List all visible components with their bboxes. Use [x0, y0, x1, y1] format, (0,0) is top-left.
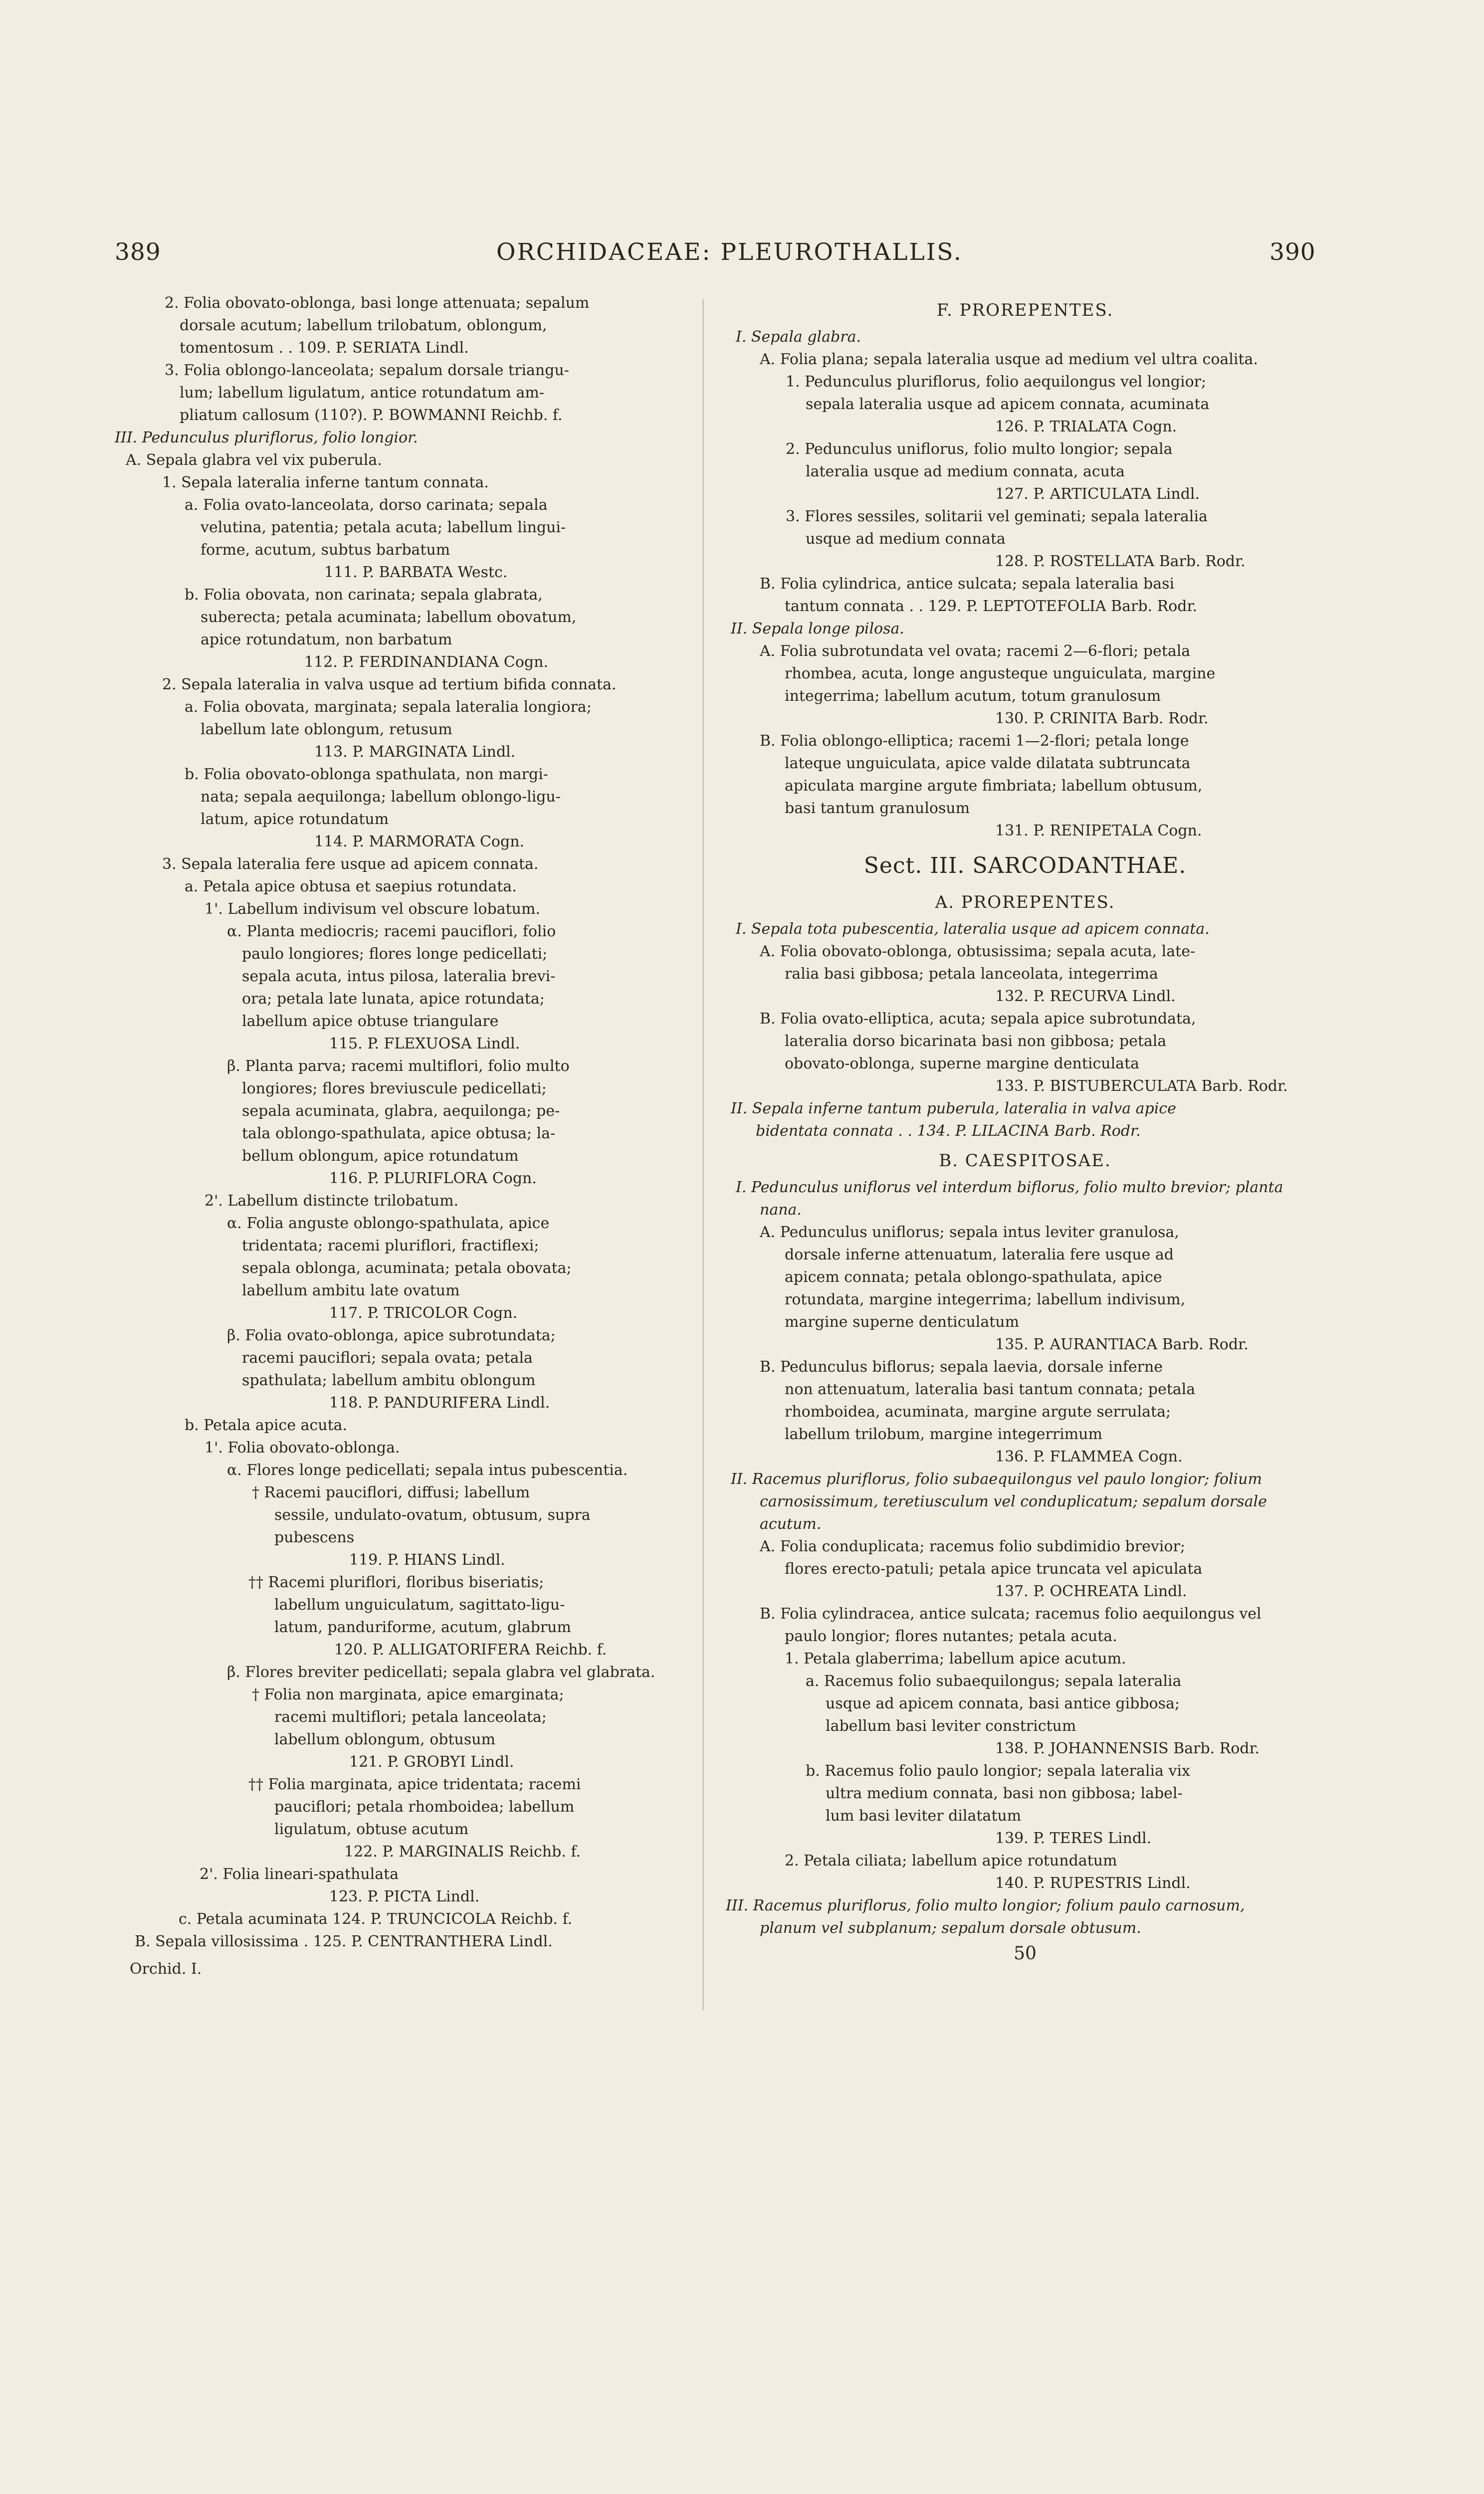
text-line: 1'. Folia obovato-oblonga.	[205, 1439, 400, 1456]
text-line: suberecta; petala acuminata; labellum obovatum,	[201, 609, 577, 626]
text-line: a. Folia obovata, marginata; sepala lateralia longiora;	[185, 698, 592, 716]
running-title: ORCHIDACEAE: PLEUROTHALLIS.	[496, 238, 963, 266]
text-line: racemi pauciflori; sepala ovata; petala	[242, 1349, 533, 1367]
text-line: dorsale inferne attenuatum, lateralia fere usque ad	[785, 1246, 1174, 1263]
text-line: ligulatum, obtuse acutum	[274, 1821, 469, 1838]
text-line: c. Petala acuminata 124. P. TRUNCICOLA Reichb. f.	[179, 1910, 573, 1928]
text-line: integerrima; labellum acutum, totum granulosum	[785, 687, 1161, 705]
text-line: pauciflori; petala rhomboidea; labellum	[274, 1798, 575, 1816]
text-line: dorsale acutum; labellum trilobatum, oblongum,	[180, 317, 547, 334]
text-line: 119. P. HIANS Lindl.	[349, 1551, 505, 1569]
text-line: acutum.	[760, 1515, 822, 1533]
text-line: latum, apice rotundatum	[201, 811, 389, 828]
text-line: sepala lateralia usque ad apicem connata, acuminata	[806, 396, 1210, 413]
text-line: obovato-oblonga, superne margine denticulata	[785, 1055, 1140, 1072]
text-line: b. Folia obovata, non carinata; sepala glabrata,	[185, 586, 543, 604]
text-line: rhomboidea, acuminata, margine argute serrulata;	[785, 1403, 1171, 1421]
text-line: labellum ambitu late ovatum	[242, 1282, 460, 1299]
text-line: 112. P. FERDINANDIANA Cogn.	[304, 653, 548, 671]
text-line: 113. P. MARGINATA Lindl.	[314, 743, 516, 761]
text-line: ultra medium connata, basi non gibbosa; label-	[826, 1785, 1183, 1802]
text-line: 130. P. CRINITA Barb. Rodr.	[995, 710, 1209, 727]
text-line: B. Sepala villosissima . 125. P. CENTRANTHERA Lindl.	[135, 1933, 553, 1950]
right-column	[726, 292, 1324, 1965]
text-line: apice rotundatum, non barbatum	[201, 631, 452, 648]
text-line: lateralia usque ad medium connata, acuta	[806, 463, 1125, 480]
column-divider	[702, 299, 704, 2010]
text-line: labellum unguiculatum, sagittato-ligu-	[274, 1596, 565, 1614]
text-line: paulo longiores; flores longe pedicellati;	[242, 945, 548, 963]
text-line: α. Folia anguste oblongo-spathulata, apice	[227, 1215, 550, 1232]
text-line: tomentosum . . 109. P. SERIATA Lindl.	[180, 339, 469, 357]
text-line: ralia basi gibbosa; petala lanceolata, integerrima	[785, 965, 1158, 983]
text-line: lum basi leviter dilatatum	[826, 1807, 1022, 1825]
text-line: B. Pedunculus biflorus; sepala laevia, dorsale inferne	[760, 1358, 1163, 1376]
text-line: spathulata; labellum ambitu oblongum	[242, 1372, 536, 1389]
text-line: 133. P. BISTUBERCULATA Barb. Rodr.	[995, 1077, 1288, 1095]
text-line: velutina, patentia; petala acuta; labellum lingui-	[201, 519, 566, 536]
text-line: 118. P. PANDURIFERA Lindl.	[329, 1394, 550, 1412]
text-line: A. Folia subrotundata vel ovata; racemi 2—6-flori; petala	[760, 642, 1191, 660]
text-line: a. Folia ovato-lanceolata, dorso carinata; sepala	[185, 496, 548, 514]
text-line: † Folia non marginata, apice emarginata;	[252, 1686, 564, 1703]
text-line: II. Racemus pluriflorus, folio subaequilongus vel paulo longior; folium	[731, 1470, 1262, 1488]
text-line: 1. Pedunculus pluriflorus, folio aequilongus vel longior;	[786, 373, 1207, 391]
text-line: paulo longior; flores nutantes; petala acuta.	[785, 1628, 1117, 1645]
text-line: B. Folia cylindrica, antice sulcata; sepala lateralia basi	[760, 575, 1175, 593]
text-line: tala oblongo-spathulata, apice obtusa; la-	[242, 1125, 556, 1142]
text-line: bidentata connata . . 134. P. LILACINA Barb. Rodr.	[756, 1122, 1141, 1140]
text-line: I. Pedunculus uniflorus vel interdum biflorus, folio multo brevior; planta	[736, 1179, 1283, 1196]
text-line: 3. Flores sessiles, solitarii vel geminati; sepala lateralia	[786, 508, 1208, 525]
text-line: b. Petala apice acuta.	[185, 1417, 348, 1434]
text-line: longiores; flores breviuscule pedicellati;	[242, 1080, 547, 1097]
text-line: b. Folia obovato-oblonga spathulata, non margi-	[185, 766, 548, 783]
text-line: 135. P. AURANTIACA Barb. Rodr.	[995, 1336, 1249, 1353]
text-line: apicem connata; petala oblongo-spathulata, apice	[785, 1268, 1162, 1286]
section-heading: B. CAESPITOSAE.	[939, 1151, 1111, 1171]
text-line: sepala oblonga, acuminata; petala obovata;	[242, 1259, 572, 1277]
text-line: labellum trilobum, margine integerrimum	[785, 1426, 1102, 1443]
text-line: 1. Sepala lateralia inferne tantum connata.	[162, 474, 489, 491]
text-line: † Racemi pauciflori, diffusi; labellum	[252, 1484, 530, 1501]
right-page-number: 390	[1270, 238, 1316, 266]
text-line: †† Racemi pluriflori, floribus biseriatis;	[248, 1574, 544, 1591]
text-line: †† Folia marginata, apice tridentata; racemi	[248, 1776, 581, 1793]
text-line: apiculata margine argute fimbriata; labellum obtusum,	[785, 777, 1203, 795]
text-line: nana.	[760, 1201, 802, 1219]
text-line: a. Petala apice obtusa et saepius rotundata.	[185, 878, 517, 895]
section-heading: Sect. III. SARCODANTHAE.	[863, 853, 1187, 878]
text-line: I. Sepala tota pubescentia, lateralia usque ad apicem connata.	[736, 920, 1210, 938]
text-line: A. Folia obovato-oblonga, obtusissima; sepala acuta, late-	[760, 943, 1196, 960]
text-line: 3. Sepala lateralia fere usque ad apicem connata.	[162, 855, 539, 873]
text-line: 2'. Folia lineari-spathulata	[200, 1866, 399, 1883]
text-line: pliatum callosum (110?). P. BOWMANNI Reichb. f.	[180, 407, 563, 424]
text-line: 137. P. OCHREATA Lindl.	[995, 1583, 1187, 1600]
text-line: rotundata, margine integerrima; labellum indivisum,	[785, 1291, 1186, 1308]
text-line: 132. P. RECURVA Lindl.	[995, 988, 1176, 1005]
text-line: α. Planta mediocris; racemi pauciflori, folio	[227, 923, 556, 940]
text-line: basi tantum granulosum	[785, 800, 970, 817]
text-line: III. Racemus pluriflorus, folio multo longior; folium paulo carnosum,	[726, 1897, 1245, 1914]
text-line: 122. P. MARGINALIS Reichb. f.	[344, 1843, 581, 1861]
text-line: latum, panduriforme, acutum, glabrum	[274, 1619, 571, 1636]
text-line: carnosissimum, teretiusculum vel conduplicatum; sepalum dorsale	[760, 1493, 1267, 1510]
text-line: 121. P. GROBYI Lindl.	[349, 1753, 514, 1771]
text-line: 120. P. ALLIGATORIFERA Reichb. f.	[334, 1641, 607, 1659]
text-line: bellum oblongum, apice rotundatum	[242, 1147, 519, 1165]
text-line: β. Flores breviter pedicellati; sepala glabra vel glabrata.	[227, 1663, 655, 1681]
text-line: Orchid. I.	[130, 1960, 202, 1978]
text-line: 111. P. BARBATA Westc.	[324, 564, 508, 581]
text-line: 2. Pedunculus uniflorus, folio multo longior; sepala	[786, 440, 1173, 458]
text-line: α. Flores longe pedicellati; sepala intus pubescentia.	[227, 1461, 628, 1479]
text-line: labellum oblongum, obtusum	[274, 1731, 496, 1748]
text-line: non attenuatum, lateralia basi tantum connata; petala	[785, 1381, 1196, 1398]
text-line: β. Planta parva; racemi multiflori, folio multo	[227, 1057, 570, 1075]
text-line: sepala acuta, intus pilosa, lateralia brevi-	[242, 968, 556, 985]
text-line: β. Folia ovato-oblonga, apice subrotundata;	[227, 1327, 556, 1344]
text-line: margine superne denticulatum	[785, 1313, 1020, 1331]
text-line: 123. P. PICTA Lindl.	[329, 1888, 480, 1905]
text-line: III. Pedunculus pluriflorus, folio longior.	[115, 429, 418, 446]
text-line: 2. Sepala lateralia in valva usque ad tertium bifida connata.	[162, 676, 617, 693]
text-line: usque ad apicem connata, basi antice gibbosa;	[826, 1695, 1180, 1712]
text-line: 2. Petala ciliata; labellum apice rotundatum	[785, 1852, 1117, 1870]
text-line: 131. P. RENIPETALA Cogn.	[995, 822, 1202, 839]
text-line: A. Folia conduplicata; racemus folio subdimidio brevior;	[760, 1538, 1185, 1555]
text-line: 140. P. RUPESTRIS Lindl.	[995, 1874, 1191, 1892]
text-line: 3. Folia oblongo-lanceolata; sepalum dorsale triangu-	[165, 362, 569, 379]
text-line: lateque unguiculata, apice valde dilatata subtruncata	[785, 755, 1191, 772]
text-line: pubescens	[274, 1529, 355, 1546]
text-line: lateralia dorso bicarinata basi non gibbosa; petala	[785, 1033, 1167, 1050]
text-line: flores erecto-patuli; petala apice truncata vel apiculata	[785, 1560, 1203, 1578]
text-line: 114. P. MARMORATA Cogn.	[314, 833, 525, 850]
text-line: labellum basi leviter constrictum	[826, 1717, 1076, 1735]
text-line: 115. P. FLEXUOSA Lindl.	[329, 1035, 520, 1052]
text-line: forme, acutum, subtus barbatum	[201, 541, 450, 559]
text-line: 2. Folia obovato-oblonga, basi longe attenuata; sepalum	[165, 294, 590, 312]
signature-number: 50	[1014, 1943, 1037, 1964]
text-line: 1. Petala glaberrima; labellum apice acutum.	[785, 1650, 1126, 1667]
text-line: lum; labellum ligulatum, antice rotundatum am-	[180, 384, 545, 402]
text-line: racemi multiflori; petala lanceolata;	[274, 1708, 547, 1726]
left-page-number: 389	[115, 238, 161, 266]
text-line: II. Sepala inferne tantum puberula, lateralia in valva apice	[731, 1100, 1176, 1117]
text-line: I. Sepala glabra.	[736, 328, 861, 346]
text-line: b. Racemus folio paulo longior; sepala lateralia vix	[806, 1762, 1190, 1780]
text-line: 138. P. JOHANNENSIS Barb. Rodr.	[995, 1740, 1260, 1757]
text-line: 2'. Labellum distincte trilobatum.	[205, 1192, 459, 1210]
text-line: 136. P. FLAMMEA Cogn.	[995, 1448, 1183, 1465]
text-line: labellum late oblongum, retusum	[201, 721, 452, 738]
text-line: 126. P. TRIALATA Cogn.	[995, 418, 1177, 435]
text-line: 116. P. PLURIFLORA Cogn.	[329, 1170, 537, 1187]
text-line: ora; petala late lunata, apice rotundata;	[242, 990, 545, 1008]
text-line: rhombea, acuta, longe angusteque unguiculata, margine	[785, 665, 1216, 682]
text-line: planum vel subplanum; sepalum dorsale obtusum.	[760, 1919, 1141, 1937]
text-line: 139. P. TERES Lindl.	[995, 1830, 1152, 1847]
text-line: nata; sepala aequilonga; labellum oblongo-ligu-	[201, 788, 561, 806]
text-line: sessile, undulato-ovatum, obtusum, supra	[274, 1506, 591, 1524]
text-line: tridentata; racemi pluriflori, fractiflexi;	[242, 1237, 539, 1254]
text-line: 127. P. ARTICULATA Lindl.	[995, 485, 1200, 503]
text-line: II. Sepala longe pilosa.	[731, 620, 904, 637]
text-line: B. Folia ovato-elliptica, acuta; sepala apice subrotundata,	[760, 1010, 1196, 1028]
text-line: A. Sepala glabra vel vix puberula.	[126, 451, 382, 469]
text-line: A. Folia plana; sepala lateralia usque ad medium vel ultra coalita.	[760, 351, 1258, 368]
text-line: labellum apice obtuse triangulare	[242, 1013, 499, 1030]
text-line: tantum connata . . 129. P. LEPTOTEFOLIA Barb. Rodr.	[785, 598, 1198, 615]
text-line: B. Folia cylindracea, antice sulcata; racemus folio aequilongus vel	[760, 1605, 1262, 1623]
left-column	[115, 292, 663, 1980]
text-line: 1'. Labellum indivisum vel obscure lobatum.	[205, 900, 540, 918]
text-line: 128. P. ROSTELLATA Barb. Rodr.	[995, 553, 1246, 570]
section-heading: F. PROREPENTES.	[936, 300, 1114, 320]
text-line: usque ad medium connata	[806, 530, 1006, 548]
text-line: B. Folia oblongo-elliptica; racemi 1—2-flori; petala longe	[760, 732, 1189, 750]
text-line: 117. P. TRICOLOR Cogn.	[329, 1304, 518, 1322]
text-line: sepala acuminata, glabra, aequilonga; pe-	[242, 1102, 560, 1120]
section-heading: A. PROREPENTES.	[935, 892, 1115, 912]
text-line: A. Pedunculus uniflorus; sepala intus leviter granulosa,	[760, 1224, 1179, 1241]
text-line: a. Racemus folio subaequilongus; sepala lateralia	[806, 1672, 1182, 1690]
